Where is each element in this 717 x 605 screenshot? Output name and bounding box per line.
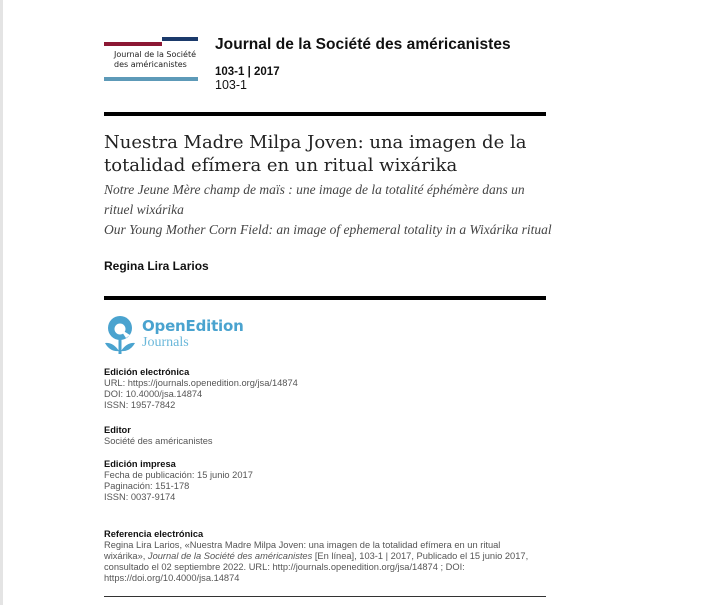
electronic-edition-section <box>104 367 544 411</box>
electronic-edition-url[interactable]: URL: https://journals.openedition.org/jsa/14874 <box>104 378 298 388</box>
openedition-journals: Journals <box>142 335 189 350</box>
reference-heading: Referencia electrónica <box>104 529 204 539</box>
logo-navy-bar <box>162 37 198 41</box>
top-divider <box>104 112 546 116</box>
issue-number: 103-1 <box>215 78 247 92</box>
openedition-name: OpenEdition <box>142 317 244 335</box>
editor-section <box>104 425 544 447</box>
logo-journal-name <box>114 50 196 69</box>
openedition-flower-icon <box>104 315 138 355</box>
electronic-edition-heading: Edición electrónica <box>104 367 190 377</box>
electronic-edition-doi[interactable]: DOI: 10.4000/jsa.14874 <box>104 389 203 399</box>
article-title-french: Notre Jeune Mère champ de maïs : une image de la totalité éphémère dans un rituel wixárika <box>104 182 525 217</box>
print-edition-section <box>104 459 544 503</box>
bottom-divider <box>104 596 546 597</box>
journal-logo <box>104 37 198 80</box>
logo-line-2: des américanistes <box>114 59 187 69</box>
page-left-edge <box>0 0 3 605</box>
logo-blue-bar <box>104 77 198 81</box>
editor-heading: Editor <box>104 425 131 435</box>
logo-red-bar <box>104 42 162 46</box>
print-edition-pages: Paginación: 151-178 <box>104 481 190 491</box>
article-title: Nuestra Madre Milpa Joven: una imagen de la totalidad efímera en un ritual wixárika <box>104 132 527 176</box>
print-edition-heading: Edición impresa <box>104 459 176 469</box>
article-title-english: Our Young Mother Corn Field: an image of ephemeral totality in a Wixárika ritual <box>104 222 552 237</box>
print-edition-date: Fecha de publicación: 15 junio 2017 <box>104 470 253 480</box>
middle-divider <box>104 296 546 300</box>
article-author: Regina Lira Larios <box>104 259 209 273</box>
reference-part-1: Regina Lira Larios, «Nuestra Madre Milpa Joven: una imagen de la totalidad efímera en un ritual wixárika», <box>104 540 501 561</box>
electronic-edition-issn: ISSN: 1957-7842 <box>104 400 176 410</box>
openedition-logo[interactable] <box>104 315 254 355</box>
journal-title: Journal de la Société des américanistes <box>215 36 511 53</box>
issue-year: 103-1 | 2017 <box>215 66 280 78</box>
print-edition-issn: ISSN: 0037-9174 <box>104 492 176 502</box>
reference-text[interactable] <box>104 540 544 584</box>
editor-name: Société des américanistes <box>104 436 213 446</box>
reference-journal: Journal de la Société des américanistes <box>147 551 313 561</box>
reference-section <box>104 529 544 584</box>
reference-part-2: [En línea], 103-1 | 2017, Publicado el 15 junio 2017, consultado el 02 septiembre 2022. URL: http://journals.openedition.org/jsa/14874 ; DOI: https://doi.org/10.4000/jsa.14874 <box>104 551 529 583</box>
logo-line-1: Journal de la Société <box>114 50 196 59</box>
